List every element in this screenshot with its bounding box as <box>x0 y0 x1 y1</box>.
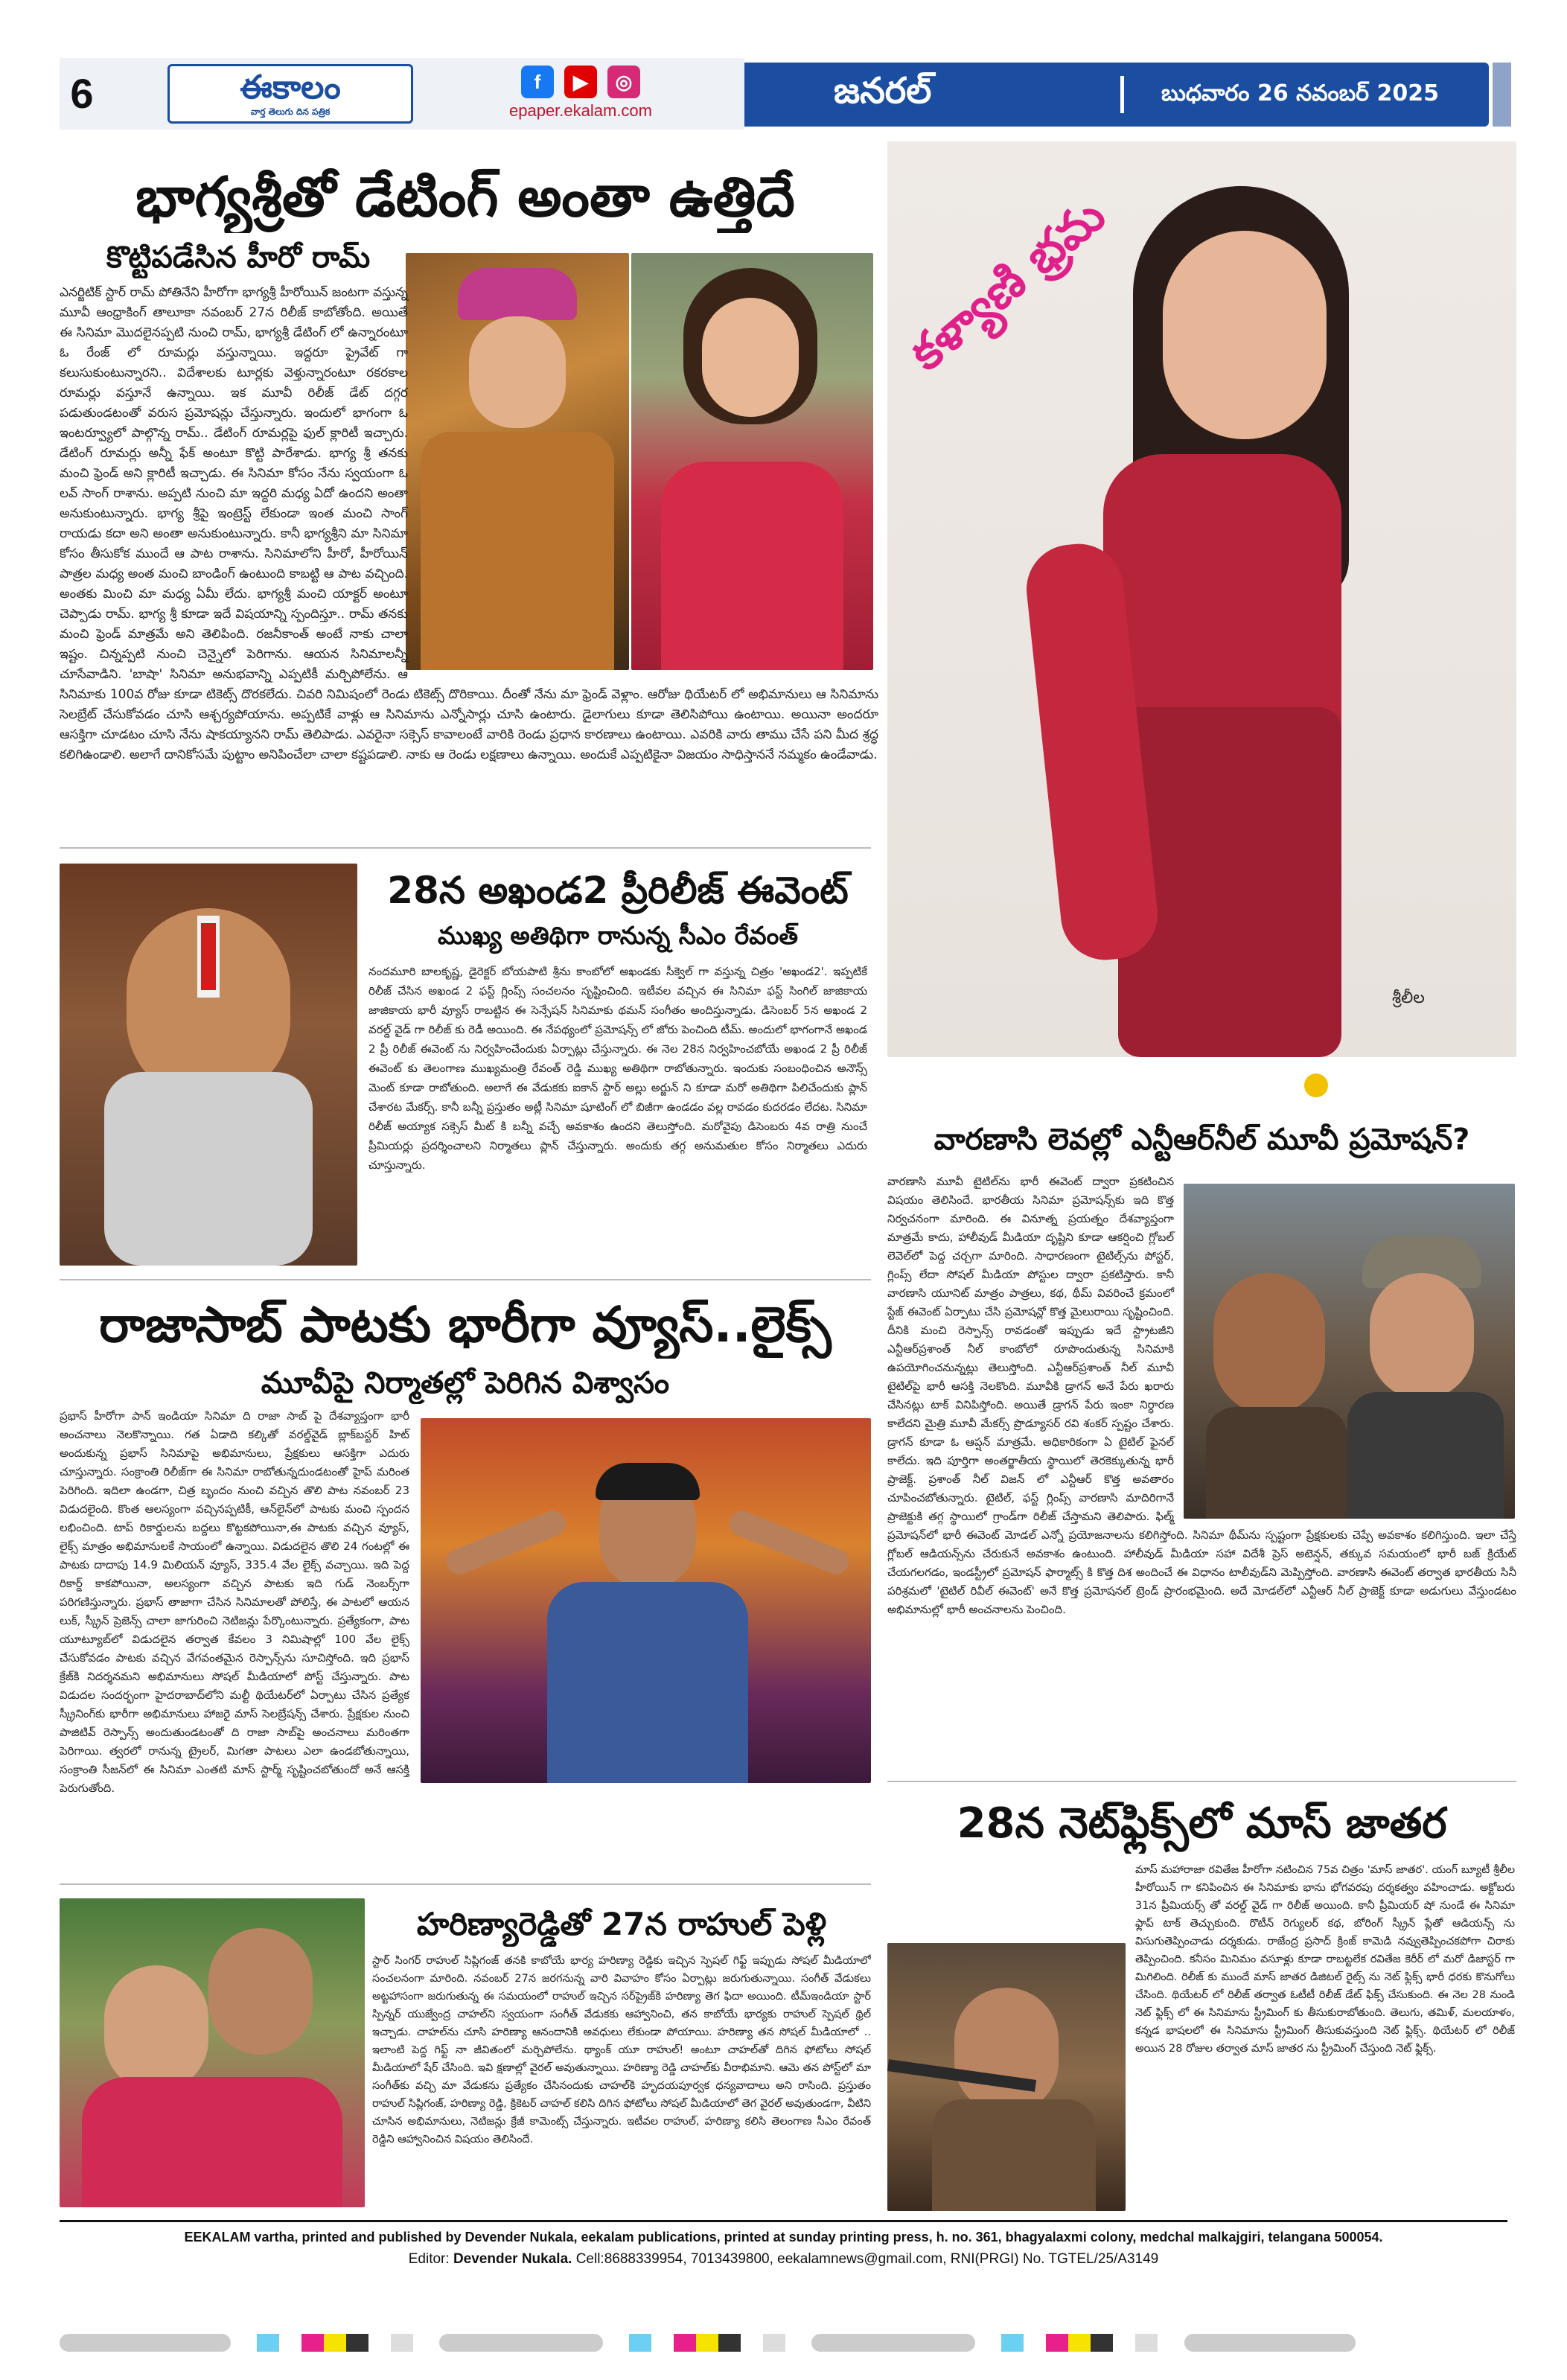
imprint <box>60 2226 1507 2278</box>
balakrishna-akhanda-photo <box>60 864 357 1266</box>
page-number: 6 <box>70 69 94 117</box>
section-name: జనరల్ <box>834 70 932 112</box>
section-banner-end <box>1493 63 1511 127</box>
divider <box>887 1781 1516 1782</box>
yellow-dot <box>1304 1073 1328 1097</box>
imprint-editor-line <box>60 2248 1507 2271</box>
article1-subheadline: కొట్టిపడేసిన హీరో రామ్ <box>106 240 371 275</box>
editor-name: Devender Nukala. <box>453 2251 572 2267</box>
section-banner <box>744 63 1489 127</box>
epaper-link[interactable]: epaper.ekalam.com <box>509 101 652 120</box>
imprint-line: EEKALAM vartha, printed and published by Devender Nukala, eekalam publications, printed at sunday printing press, h. no. 361, bhagyalaxmi colony, medchal malkajgiri, telangana 500054. <box>184 2230 1383 2245</box>
contact-info: Cell:8688339954, 7013439800, eekalamnews@gmail.com, RNI(PRGI) No. TGTEL/25/A3149 <box>572 2251 1159 2267</box>
article2-subheadline: ముఖ్య అతిథిగా రానున్న సీఎం రేవంత్ <box>437 921 799 950</box>
social-icons <box>499 66 663 98</box>
ntr-neel-photo <box>1184 1184 1515 1519</box>
article6-body: మాస్ మహారాజా రవితేజ హీరోగా నటించిన 75వ చిత్రం 'మాస్ జాతర'. యంగ్ బ్యూటీ శ్రీలీల హీరోయిన్ గా కనిపించిన ఈ సినిమాకు భాను భోగవరపు దర్శకత్వం వహించాడు. అక్టోబరు 31న ప్రీమియర్స్ తో వరల్డ్ వైడ్ గా రిలీజ్ అయింది. కానీ ప్రీమియర్ షో నుండే ఈ సినిమా ఫ్లాప్ టాక్ తెచ్చుకుంది. రొటీన్ రెగ్యులర్ కథ, బోరింగ్ స్క్రీన్ ప్లేతో ఆడియన్స్ ను విసుగుతెప్పించాడు దర్శకుడు. రాజేంద్ర ప్రసాద్ క్రింజ్ కామెడి నవ్వుతెప్పించకపోగా చిరాకు తెప్పించింది. కనీసం మినిమం వసూళ్లు కూడా రాబట్టలేక రవితేజ కెరీర్ లో మరో డిజాస్టర్ గా మిగిలింది. రిలీజ్ కు ముందే మాస్ జాతర డిజిటల్ రైట్స్ ను నెట్ ఫ్లిక్స్ భారీ ధరకు కొనుగోలు చేసింది. థియేటర్ లో రిలీజ్ తర్వాత ఓటీటీ రిలీజ్ డేట్ ఫిక్స్ చేసుకుంది. ఈ నెల 28 నుండి నెట్ ఫ్లిక్స్ లో ఈ సినిమాను స్ట్రీమింగ్ కు తీసుకురాబోతుంది. తెలుగు, తమిళ్, మలయాళం, కన్నడ భాషలలో ఈ సినిమాను స్ట్రీమింగ్ తీసుకువస్తుంది నెట్ ఫ్లిక్స్. థియేటర్ లో రిలీజ్ అయిన 28 రోజుల తర్వాత మాస్ జాతర ను స్ట్రీమింగ్ చేస్తుంది నెట్ ఫ్లిక్స్. <box>1135 1864 1515 2055</box>
article1-body: ఎనర్జిటిక్ స్టార్ రామ్ పోతినేని హీరోగా భాగ్యశ్రీ హీరోయిన్ జంటగా వస్తున్న మూవీ ఆంధ్రాకింగ్ తాలూకా నవంబర్ 27న రిలీజ్ కాబోతోంది. అయితే ఈ సినిమా మొదలైనప్పటి నుంచి రామ్, భాగ్యశ్రీ డేటింగ్ లో ఉన్నారంటూ ఓ రేంజ్ లో రూమర్లు వస్తున్నాయి. ఇద్దరూ ప్రైవేట్ గా కలుసుకుంటున్నారని.. విదేశాలకు టూర్లకు వెళ్తున్నారంటూ రకరకాల రూమర్లు వస్తూనే ఉన్నాయి. ఇక మూవీ రిలీజ్ డేట్ దగ్గర పడుతుండటంతో వరుస ప్రమోషన్లు చేస్తున్నారు. ఇందులో భాగంగా ఓ ఇంటర్వ్యూలో పాల్గొన్న రామ్.. డేటింగ్ రూమర్లపై ఫుల్ క్లారిటీ ఇచ్చారు. డేటింగ్ రూమర్లు అన్నీ ఫేక్ అంటూ కొట్టి పారేశాడు. భాగ్య శ్రీ తనకు మంచి ఫ్రెండ్ అని క్లారిటీ ఇచ్చాడు. ఈ సినిమా కోసం నేను స్వయంగా ఓ లవ్ సాంగ్ రాశాను. అప్పటి నుంచి మా ఇద్దరి మధ్య ఏదో ఉందని అంతా అనుకుంటున్నారు. భాగ్య శ్రీపై ఇంట్రెస్ట్ లేకుండా ఇంత మంచి సాంగ్ రాయడు కదా అని అంతా అనుకుంటున్నారు. కానీ భాగ్యశ్రీని మా సినిమా కోసం తీసుకోక ముందే ఆ పాట రాశాను. సినిమాలోని హీరో, హీరోయిన్ పాత్రల మధ్య అంత మంచి బాండింగ్ ఉంటుంది కాబట్టి ఆ పాట వచ్చింది. అంతకు మించి మా మధ్య ఏమీ లేదు. భాగ్యశ్రీ మంచి యాక్టర్ అంటూ చెప్పాడు రామ్. భాగ్య శ్రీ కూడా ఇదే విషయాన్ని స్పందిస్తూ.. రామ్ తనకు మంచి ఫ్రెండ్ మాత్రమే అని తెలిపింది. రజనీకాంత్ అంటే నాకు చాలా ఇష్టం. చిన్నప్పటి నుంచి చెన్నైలో పెరిగాను. ఆయన సినిమాలన్నీ చూసేవాడిని. 'బాషా' సినిమా అనుభవాన్ని ఎప్పటికీ మర్చిపోలేను. ఆ సినిమాకు 100వ రోజు కూడా టికెట్స్ దొరకలేదు. చివరి నిమిషంలో రెండు టికెట్స్ దొరికాయి. దీంతో నేను మా ఫ్రెండ్ వెళ్లాం. ఆరోజు థియేటర్ లో అభిమానులు ఆ సినిమాను సెలబ్రేట్ చేసుకోవడం చూసి ఆశ్చర్యపోయాను. అప్పటికే వాళ్లు ఆ సినిమాను ఎన్నోసార్లు చూసి ఉంటారు. డైలాగులు కూడా తెలిసిపోయి ఉంటాయి. అయినా అందరూ ఆసక్తిగా చూడటం చూసి నేను షాకయ్యానని రామ్ తెలిపాడు. ఎవరైనా సక్సెస్ కావాలంటే వారికి రెండు ప్రధాన కారణాలు ఉంటాయి. ఎవరికి వారు తాము చేసే పని మీద శ్రద్ధ కలిగిఉండాలి. అలాగే దానికోసమే పుట్టాం అనిపించేలా చాలా కష్టపడాలి. నాకు ఆ రెండు లక్షణాలు ఉన్నాయి. అందుకే ఎప్పటికైనా విజయం సాధిస్తాననే నమ్మకం ఉండేవాడు. <box>60 285 878 762</box>
divider <box>60 1883 871 1885</box>
raviteja-massjathara-photo <box>887 1943 1126 2211</box>
color-registration-bar <box>60 2334 1507 2352</box>
article4-headline: రాజాసాబ్ పాటకు భారీగా వ్యూస్..లైక్స్ <box>99 1296 832 1353</box>
article1-headline: భాగ్యశ్రీతో డేటింగ్ అంతా ఉత్తిదే <box>135 165 795 229</box>
divider <box>60 847 871 849</box>
issue-date: బుధవారం 26 నవంబర్ 2025 <box>1161 80 1439 106</box>
article5-headline: హరిణ్యారెడ్డితో 27న రాహుల్ పెళ్లి <box>416 1906 827 1942</box>
article6-headline: 28న నెట్‌ఫ్లిక్స్‌లో మాస్ జాతర <box>957 1799 1447 1848</box>
facebook-icon[interactable]: f <box>521 66 554 98</box>
logo-text: ఈకాలం <box>240 68 341 106</box>
footer-rule <box>60 2220 1507 2222</box>
logo-tagline: వార్త తెలుగు దిన పత్రిక <box>250 106 331 117</box>
article2-body: నందమూరి బాలకృష్ణ, డైరెక్టర్ బోయపాటి శ్రీను కాంబోలో అఖండకు సీక్వెల్ గా వస్తున్న చిత్రం 'అఖండ2'. ఇప్పటికే రిలీజ్ చేసిన అఖండ 2 ఫస్ట్ గ్లింప్స్ సంచలనం సృష్టించింది. ఇటీవల వచ్చిన ఈ సినిమా ఫస్ట్ సింగిల్ జాజికాయ జాజికాయ భారీ వ్యూస్ రాబట్టిన ఈ సెన్సేషన్ సినిమాకు థమన్ సంగీతం అందిస్తున్నాడు. డిసెంబర్ 5న అఖండ 2 వరల్డ్ వైడ్ గా రిలీజ్ కు రెడీ అయింది. ఈ నేపథ్యంలో ప్రమోషన్స్ లో జోరు పెంచింది టీమ్. అందులో భాగంగానే అఖండ 2 ప్రీ రిలీజ్ ఈవెంట్ ను నిర్వహించేందుకు ఏర్పాట్లు చేస్తున్నారు. ఈ నెల 28న నిర్వహించబోయే అఖండ 2 ప్రీ రిలీజ్ ఈవెంట్ కు తెలంగాణ ముఖ్యమంత్రి రేవంత్ రెడ్డి ముఖ్య అతిథిగా రాబోతున్నారు. ఇందుకు సంబంధించిన అనౌన్స్ మెంట్ కూడా రాబోతుంది. అలాగే ఈ వేడుకకు ఐకాన్ స్టార్ అల్లు అర్జున్ ని కూడా మరో అతిథిగా పిలిచేందుకు ప్లాన్ చేశారట మేకర్స్. కానీ బన్నీ ప్రస్తుతం అట్లీ సినిమా షూటింగ్ లో బిజీగా ఉండడం వల్ల రావడం కుదరడం లేదట. సినిమా రిలీజ్ అయ్యాక సక్సెస్ మీట్ కి బన్నీ వచ్చే అవకాశం ఉందని తెలుస్తోంది. మరోవైపు డిసెంబరు 4వ రాత్రి నుంచే ప్రీమియర్లు ప్రదర్శించాలని నిర్మాతలు ప్లాన్ చేస్తున్నారు. అందుకు తగ్గ అనుమతుల కోసం నిర్మాతలు ఎదురు చూస్తున్నారు. <box>368 965 867 1172</box>
editor-label: Editor: <box>408 2251 453 2267</box>
instagram-icon[interactable]: ◎ <box>607 66 640 98</box>
youtube-icon[interactable]: ▶ <box>564 66 597 98</box>
article4-subheadline: మూవీపై నిర్మాతల్లో పెరిగిన విశ్వాసం <box>261 1366 670 1400</box>
divider <box>60 1279 871 1280</box>
feature-title: కళ్యాణి భ్రమ <box>899 188 1116 382</box>
article2-headline: 28న అఖండ2 ప్రీరిలీజ్ ఈవెంట్ <box>387 869 849 912</box>
feature-caption: శ్రీలీల <box>1392 989 1425 1007</box>
prabhas-rajasaab-photo <box>421 1418 871 1783</box>
rahul-harinya-photo <box>60 1898 365 2207</box>
divider <box>1120 76 1124 113</box>
article5-body: స్టార్ సింగర్ రాహుల్ సిప్లిగంజ్ తనకి కాబోయే భార్య హరిణ్యా రెడ్డికు ఇచ్చిన స్పెషల్ గిఫ్ట్ ఇప్పుడు సోషల్ మీడియాలో సంచలనంగా మారింది. నవంబర్ 27న జరగనున్న వారి వివాహం కోసం ఏర్పాట్లు జరుగుతున్నాయి. సంగీత్ వేడుకలు అట్టహాసంగా జరుగుతున్న ఈ సమయంలో రాహుల్ ఇచ్చిన సర్‌ప్రైజ్‌కి హరిణ్యా తెగ ఫిదా అయింది. టీమ్‌ఇండియా స్టార్ స్పిన్నర్ యుజ్వేంద్ర చాహల్‌ని స్వయంగా సంగీత్ వేడుకకు ఆహ్వానించి, తన కాబోయే భార్యకు రాహుల్ స్పెషల్ థ్రిల్ ఇచ్చాడు. చాహల్‌ను చూసి హరిణ్యా ఆనందానికి అవధులు లేకుండా పోయాయి. హరిణ్యా తన సోషల్ మీడియాలో .. ఇలాంటి పెద్ద గిఫ్ట్ నా జీవితంలో మర్చిపోలేను. థ్యాంక్ యూ రాహుల్! అంటూ చాహల్‌తో దిగిన ఫోటోలు సోషల్ మీడియాలో షేర్ చేసింది. ఇవి క్షణాల్లో వైరల్ అవుతున్నాయి. హరిణ్యా రెడ్డి చాహల్‌కు వీరాభిమాని. ఆమె తన పోస్ట్‌లో మా సంగీత్‌కు వచ్చి మా వేడుకను ప్రత్యేకం చేసినందుకు చాహల్‌కి హృదయపూర్వక ధన్యవాదాలు అని రాసింది. ప్రస్తుతం రాహుల్ సిప్లిగంజ్, హరిణ్యా రెడ్డి, క్రికెటర్ చాహల్ కలిసి దిగిన ఫోటోలు సోషల్ మీడియాలో తెగ వైరల్ అవుతుండగా, వీటిని చూసిన అభిమానులు, నెటిజన్లు క్రేజీ కామెంట్స్ చేస్తున్నారు. ఇటీవల రాహుల్, హరిణ్యా కలిసి తెలంగాణ సీఎం రేవంత్ రెడ్డిని ఆహ్వానించిన విషయం తెలిసిందే. <box>372 1955 871 2145</box>
article3-headline: వారణాసి లెవల్లో ఎన్టీఆర్‌నీల్ మూవీ ప్రమోషన్? <box>934 1123 1470 1157</box>
article4-body-column: ప్రభాస్ హీరోగా పాన్ ఇండియా సినిమా ది రాజా సాబ్ పై దేశవ్యాప్తంగా భారీ అంచనాలు నెలకొన్నాయి. గత ఏడాది కల్కితో వరల్డ్‌వైడ్ బ్లాక్‌బస్టర్ హిట్ అందుకున్న ప్రభాస్ సినిమాపై అభిమానులు, ప్రేక్షకులు ఆసక్తిగా ఎదురు చూస్తున్నారు. సంక్రాంతి రిలీజ్‌గా ఈ సినిమా రాబోతున్నదుండటంతో హైప్ మరింత పెరిగింది. ఇదిలా ఉండగా, చిత్ర బృందం నుంచి వచ్చిన తొలి పాట నవంబర్ 23 విడుదలైంది. కొంత ఆలస్యంగా వచ్చినప్పటికీ, ఆన్‌లైన్‌లో పాటకు మంచి స్పందన లభించింది. టాప్ రికార్డులను బద్దలు కొట్టకపోయినా,ఈ పాటకు వచ్చిన వ్యూస్, లైక్స్ మాత్రం అభిమానులకే సాయంలో ఉన్నాయి. విడుదలైన తొలి 24 గంటల్లో ఈ పాటకు దాదాపు 14.9 మిలియన్ వ్యూస్, 335.4 వేల లైక్స్ వచ్చాయి. ఇది పెద్ద రికార్డ్ కాకపోయినా, అలస్యంగా వచ్చిన పాటకు ఇది గుడ్ నెంబర్స్‌గా పరిగణిస్తున్నారు. ప్రభాస్ తాజాగా చేసిన సినిమాలతో పోలిస్తే, ఈ పాటలో ఆయన లుక్, స్క్రీన్ ప్రెజెన్స్ చాలా జాగురించి నెటిజన్లు పేర్కొంటున్నారు. ప్రత్యేకంగా, పాట యూట్యూబ్‌లో విడుదలైన తర్వాత కేవలం 3 నిమిషాల్లో 100 వేల లైక్స్ చేసుకోవడం పాటకు వచ్చిన వేగవంతమైన రెస్పాన్స్‌ను సూచిస్తోంది. ఇది ప్రభాస్ క్రేజ్‌కి నిదర్శనమని అభిమానులు సోషల్ మీడియాలో పోస్ట్ చేస్తున్నారు. పాట విడుదల సందర్భంగా హైదరాబాద్‌లోని మల్టీ థియేటర్‌లో ఏర్పాటు చేసిన ప్రత్యేక స్క్రీనింగ్‌కు భారీగా అభిమానులు హాజరై మాస్ సెలబ్రేషన్స్ చేశారు. ప్రేక్షకుల నుంచి పాజిటివ్ రెస్పాన్స్ అందుతుండటంతో ది రాజా సాబ్‌పై అంచనాలు మరింతగా పెరిగాయి. త్వరలో రానున్న ట్రైలర్, మిగతా పాటలు ఎలా ఉండబోతున్నాయి, సంక్రాంతి సీజన్‌లో ఈ సినిమా ఎంతటి మాస్ స్టార్మ్ సృష్టించబోతుందో అనే ఆసక్తి పెరుగుతోంది. <box>60 1409 409 1795</box>
article3-body-column: వారణాసి మూవీ టైటిల్‌ను భారీ ఈవెంట్ ద్వారా ప్రకటించిన విషయం తెలిసిందే. భారతీయ సినిమా ప్రమోషన్స్‌కు ఇది కొత్త నిర్వచనంగా మారింది. ఈ వినూత్న ప్రయత్నం దేశవ్యాప్తంగా మాత్రమే కాదు, హాలీవుడ్ మీడియా దృష్టిని కూడా ఆకర్షించి గ్లోబల్ లెవెల్‌లో పెద్ద చర్చగా మారింది. సాధారణంగా టైటిల్స్‌ను పోస్టర్, గ్లింప్స్ లేదా సోషల్ మీడియా పోస్టుల ద్వారా ప్రకటిస్తారు. కానీ వారణాసి యూనిట్ మాత్రం పాత్రలు, కథ, థీమ్ వివరించే క్రమంలో స్టేజ్ ఈవెంట్ ఏర్పాటు చేసి ప్రమోషన్లో కొత్త మైలురాయి సృష్టించింది. దీనికి మంచి రెస్పాన్స్ రావడంతో ఇప్పుడు ఇదే స్ట్రాటజీని ఎన్టీఆర్‌ప్రశాంత్ నీల్ కాంబోలో రూపొందుతున్న సినిమాకి ఉపయోగించనున్నట్లు తెలుస్తోంది. ఎన్టీఆర్‌ప్రశాంత్ నీల్ మూవీ టైటిల్‌పై భారీ ఆసక్తి నెలకొంది. మూవీకి డ్రాగన్ అనే పేరు ఖరారు చేసినట్లు టాక్ వినిపిస్తోంది. అయితే డ్రాగన్ పేరు ఇంకా నిర్ధారణ కాలేదని మైత్రి మూవీ మేకర్స్ ప్రొడ్యూసర్ రవి శంకర్ స్పష్టం చేశారు. డ్రాగన్ కూడా ఓ ఆప్షన్ మాత్రమే. అధికారికంగా ఏ టైటిల్ ఫైనల్ కాలేదు. ఇది పూర్తిగా అంతర్జాతీయ స్థాయిలో తెరకెక్కుతున్న భారీ ప్రాజెక్ట్. ప్రశాంత్ నీల్ విజన్ లో ఎన్టీఆర్ కొత్త అవతారం చూపించబోతున్నారు. టైటిల్, ఫస్ట్ గ్లింప్స్ వారణాసి మాదిరిగానే ప్రాజెక్టుకి తగ్గ స్థాయిలో గ్రాండ్‌గా రిలీజ్ చేస్తామని తెలిపారు. ఫిల్మ్ ప్రమోషన్‌లో భారీ ఈవెంట్ మోడల్ ఎన్నో ప్రయోజనాలను కలిగిస్తోంది. సినిమా థీమ్‌ను స్పష్టంగా ప్రేక్షకులకు చెప్పే అవకాశం కలిగిస్తుంది. ఇలా చేస్తే గ్లోబల్ ఆడియన్స్‌ను చేరుకునే అవకాశం ఉంటుంది. హాలీవుడ్ మీడియా సహా విదేశీ ప్రెస్ అటెన్షన్, తక్కువ సమయంలో భారీ బజ్ క్రియేట్ చేయగలగడం, ఇండస్ట్రీలో ప్రమోషన్ ఫార్మాట్స్ కి కొత్త దిశ అందించే ఈ విధానం టాలీవుడ్‌ని మెప్పిస్తోంది. వారణాసి ఈవెంట్ తర్వాత భారతీయ సినీ పరిశ్రమలో 'టైటిల్ రివీల్ ఈవెంట్' అనే కొత్త ప్రమోషనల్ ట్రెండ్ ప్రారంభమైంది. అదే మోడల్‌లో ఎన్టీఆర్ నీల్ ప్రాజెక్ట్ కూడా అడుగులు వేస్తుండటం అభిమానుల్లో భారీ అంచనాలను పెంచింది. <box>887 1175 1516 1616</box>
masthead-logo <box>167 64 413 124</box>
